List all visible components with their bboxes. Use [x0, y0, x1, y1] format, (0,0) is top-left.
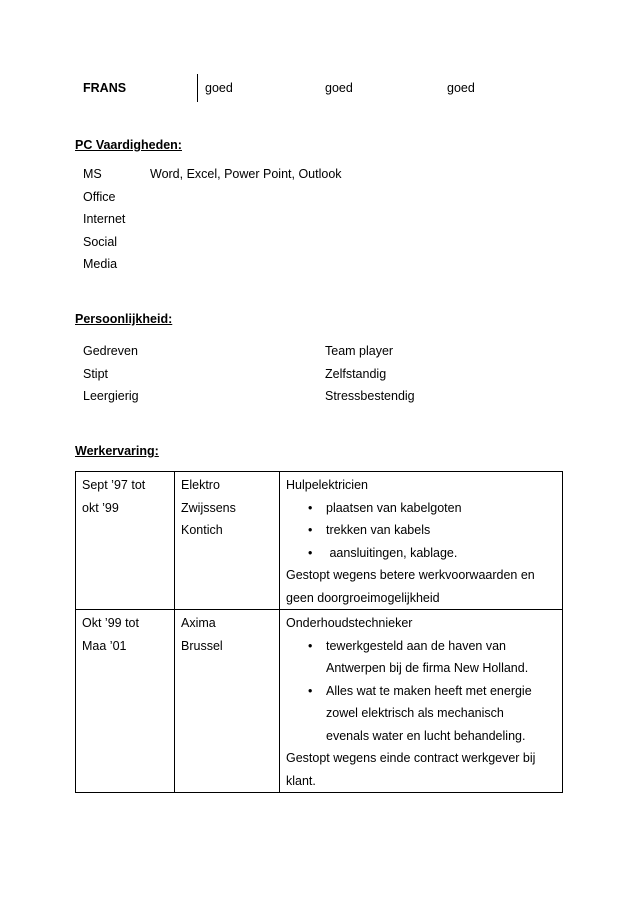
- trait-left: Leergierig: [83, 389, 139, 403]
- company-line: Brussel: [181, 638, 223, 653]
- pc-skill-label: Social: [83, 235, 118, 249]
- table-divider: [197, 74, 198, 102]
- table-row: [76, 472, 563, 610]
- note-line: geen doorgroeimogelijkheid: [286, 590, 440, 605]
- list-item: • trekken van kabels: [286, 519, 556, 542]
- work-experience-table: [75, 471, 563, 793]
- task-list: [286, 497, 556, 565]
- list-item-line: • Alles wat te maken heeft met energie: [326, 683, 532, 698]
- pc-skill-label: MS: [83, 167, 102, 181]
- pc-skills-heading: PC Vaardigheden:: [75, 138, 182, 152]
- company-line: Zwijssens: [181, 500, 236, 515]
- list-item-line: • tewerkgesteld aan de haven van: [326, 638, 506, 653]
- note-line: Gestopt wegens betere werkvoorwaarden en: [286, 568, 535, 582]
- list-item: [286, 635, 556, 680]
- pc-skill-label: Office: [83, 190, 116, 204]
- list-item: • aansluitingen, kablage.: [286, 542, 556, 565]
- job-title: Onderhoudstechnieker: [286, 616, 413, 630]
- period-cell: [76, 610, 175, 793]
- period-line: Maa ’01: [82, 638, 127, 653]
- language-level-2: goed: [325, 81, 353, 95]
- list-item: • plaatsen van kabelgoten: [286, 497, 556, 520]
- period-line: Okt ’99 tot: [82, 616, 139, 630]
- company-cell: [175, 472, 280, 610]
- note-line: klant.: [286, 773, 316, 788]
- list-item-line: Antwerpen bij de firma New Holland.: [326, 661, 529, 675]
- period-cell: [76, 472, 175, 610]
- note-line: Gestopt wegens einde contract werkgever bij: [286, 751, 536, 765]
- trait-right: Zelfstandig: [325, 367, 387, 381]
- language-level-3: goed: [447, 81, 475, 95]
- company-cell: [175, 610, 280, 793]
- pc-skill-value: Word, Excel, Power Point, Outlook: [150, 167, 342, 181]
- description-cell: [280, 472, 563, 610]
- task-list: [286, 635, 556, 748]
- trait-left: Stipt: [83, 367, 109, 381]
- language-name: FRANS: [83, 81, 127, 95]
- job-title: Hulpelektricien: [286, 478, 368, 492]
- period-line: okt ’99: [82, 500, 119, 515]
- pc-skill-label: Media: [83, 257, 118, 271]
- company-line: Kontich: [181, 523, 223, 537]
- table-row: [76, 610, 563, 793]
- personality-heading: Persoonlijkheid:: [75, 312, 173, 326]
- trait-right: Team player: [325, 344, 394, 358]
- period-line: Sept ’97 tot: [82, 478, 146, 492]
- description-cell: [280, 610, 563, 793]
- work-heading: Werkervaring:: [75, 444, 159, 458]
- trait-left: Gedreven: [83, 344, 138, 358]
- list-item: [286, 680, 556, 748]
- trait-right: Stressbestendig: [325, 389, 415, 403]
- list-item-line: evenals water en lucht behandeling.: [326, 728, 526, 743]
- company-line: Axima: [181, 616, 216, 630]
- company-line: Elektro: [181, 478, 220, 492]
- pc-skill-label: Internet: [83, 212, 126, 226]
- list-item-line: zowel elektrisch als mechanisch: [326, 706, 504, 720]
- language-level-1: goed: [205, 81, 233, 95]
